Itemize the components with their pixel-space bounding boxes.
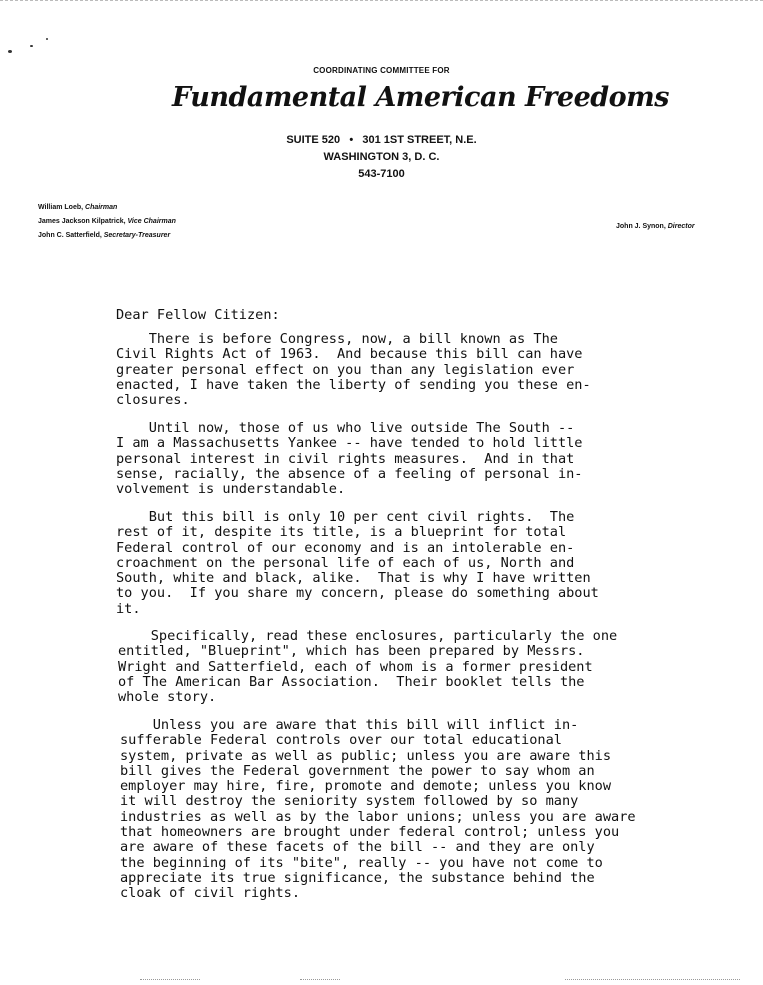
- page-top-edge: [0, 0, 763, 3]
- scan-speck: [8, 50, 12, 53]
- officer-chairman: William Loeb, Chairman: [38, 204, 118, 211]
- letter-paragraph: There is before Congress, now, a bill known as The Civil Rights Act of 1963. And because this bill can have greater personal effect on you than any legislation ever enacted, I have taken the liberty of sending you these en- closures.: [116, 331, 591, 409]
- scan-artifact-dots: [140, 979, 200, 981]
- scan-speck: [46, 38, 48, 40]
- phone-number: 543-7100: [358, 168, 405, 180]
- scan-artifact-dots: [300, 979, 340, 981]
- scan-speck: [30, 45, 33, 47]
- letter-paragraph: Specifically, read these enclosures, particularly the one entitled, "Blueprint", which has been prepared by Messrs. Wright and Satterfield, each of whom is a former president of The American Bar Association. Their booklet tells the whole story.: [118, 628, 618, 706]
- letter-paragraph: But this bill is only 10 per cent civil rights. The rest of it, despite its title, is a blueprint for total Federal control of our economy and is an intolerable en- croachment on the personal life of each of us, North and South, white and black, alike. That is why I have written to you. If you share my concern, please do something about it.: [116, 509, 599, 617]
- letter-paragraph: Unless you are aware that this bill will inflict in- sufferable Federal controls over our total educational system, private as well as public; unless you are aware this bill gives the Federal government the power to say whom an employer may hire, fire, promote and demote; unless you know it will destroy the seniority system followed by so many industries as well as by the labor unions; unless you are aware that homeowners are brought under federal control; unless you are aware of these facets of the bill -- and they are only the beginning of its "bite", really -- you have not come to appreciate its true significance, the substance behind the cloak of civil rights.: [120, 717, 636, 902]
- bullet-separator: •: [343, 134, 360, 146]
- address-suite-line: [0, 134, 763, 146]
- officer-vice-chairman: James Jackson Kilpatrick, Vice Chairman: [38, 218, 176, 225]
- director-credit: John J. Synon, Director: [616, 223, 695, 230]
- salutation: Dear Fellow Citizen:: [116, 307, 280, 323]
- officers-list: [38, 201, 176, 243]
- committee-heading: COORDINATING COMMITTEE FOR: [313, 66, 450, 75]
- street-address: 301 1ST STREET, N.E.: [362, 134, 477, 146]
- scan-artifact-dots: [565, 979, 740, 981]
- city-line: WASHINGTON 3, D. C.: [323, 151, 440, 163]
- officer-secretary-treasurer: John C. Satterfield, Secretary-Treasurer: [38, 232, 171, 239]
- suite-number: SUITE 520: [286, 134, 341, 146]
- letter-paragraph: Until now, those of us who live outside The South -- I am a Massachusetts Yankee -- have tended to hold little personal interest in civil rights measures. And in that sense, racially, the absence of a feeling of personal in- volvement is understandable.: [116, 420, 583, 498]
- organization-name: Fundamental American Freedoms: [172, 82, 669, 113]
